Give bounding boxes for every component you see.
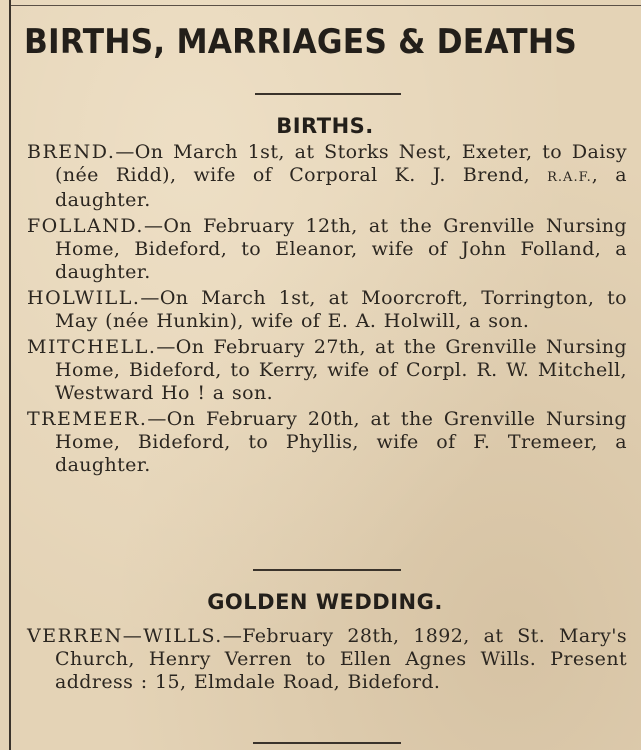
notice-surname: FOLLAND. [27, 215, 144, 237]
birth-notice-brend [27, 141, 627, 212]
divider [255, 93, 401, 95]
top-rule [11, 5, 641, 6]
notice-surname: BREND. [27, 141, 116, 163]
births-list [27, 141, 627, 480]
notice-surname: TREMEER. [27, 408, 148, 430]
notice-surname: HOLWILL. [27, 287, 141, 309]
birth-notice-mitchell [27, 336, 627, 405]
notice-surname: VERREN—WILLS. [27, 625, 223, 647]
notice-text: —February 28th, 1892, at St. Mary's Church, Henry Verren to Ellen Agnes Wills. Present address : 15, Elmdale Road, Bideford. [55, 625, 627, 693]
notice-text-end: , a daughter. [55, 164, 627, 211]
notice-text: —On March 1st, at Moorcroft, Torrington, to May (née Hunkin), wife of E. A. Holwill, a son. [55, 287, 627, 332]
divider [253, 569, 401, 571]
notice-abbreviation: R.A.F. [547, 170, 592, 185]
notice-text: —On February 27th, at the Grenville Nursing Home, Bideford, to Kerry, wife of Corpl. R. W. Mitchell, Westward Ho ! a son. [55, 336, 627, 404]
notice-text: —On February 20th, at the Grenville Nursing Home, Bideford, to Phyllis, wife of F. Tremeer, a daughter. [55, 408, 627, 476]
page-title: BIRTHS, MARRIAGES & DEATHS [24, 22, 577, 62]
birth-notice-folland [27, 215, 627, 284]
golden-wedding-heading: GOLDEN WEDDING. [207, 590, 443, 614]
birth-notice-tremeer [27, 408, 627, 477]
births-heading: BIRTHS. [276, 114, 374, 138]
divider [253, 742, 401, 744]
notice-text: —On March 1st, at Storks Nest, Exeter, to Daisy (née Ridd), wife of Corporal K. J. Brend, [55, 141, 627, 186]
birth-notice-holwill [27, 287, 627, 333]
column-rule [9, 0, 11, 750]
golden-wedding-notice [27, 625, 627, 694]
notice-surname: MITCHELL. [27, 336, 157, 358]
notice-text: —On February 12th, at the Grenville Nursing Home, Bideford, to Eleanor, wife of John Folland, a daughter. [55, 215, 627, 283]
golden-wedding-list [27, 625, 627, 697]
